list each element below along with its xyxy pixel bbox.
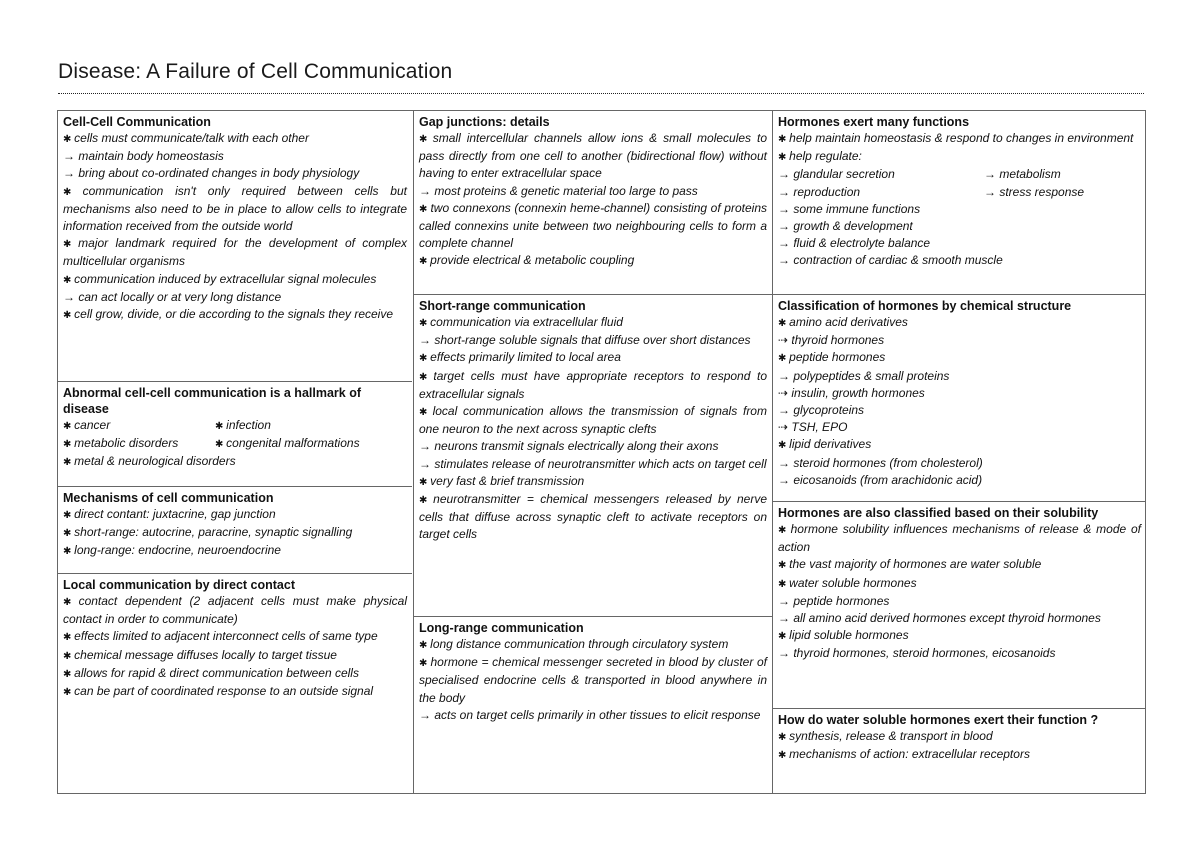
bullet-item: ✱ peptide hormones xyxy=(778,349,1141,367)
section-heading: Long-range communication xyxy=(419,621,584,635)
bullet-item: ✱ metabolic disorders xyxy=(63,435,215,453)
bullet-item: ✱ metal & neurological disorders xyxy=(63,453,407,471)
arrow-item: → can act locally or at very long distance xyxy=(63,289,407,306)
bullet-item: ✱ effects limited to adjacent interconnect cells of same type xyxy=(63,628,407,646)
section-long-range xyxy=(414,616,772,793)
arrow-item: → steroid hormones (from cholesterol) xyxy=(778,455,1141,472)
two-column-row xyxy=(778,184,1141,201)
arrow-item: → growth & development xyxy=(778,218,1141,235)
bullet-item: ✱ short-range: autocrine, paracrine, synaptic signalling xyxy=(63,524,407,542)
section-heading: Hormones are also classified based on their solubility xyxy=(778,506,1099,520)
dashed-arrow-item: ⇢ TSH, EPO xyxy=(778,419,1141,436)
section-heading: Hormones exert many functions xyxy=(778,115,970,129)
title-divider xyxy=(58,93,1144,94)
bullet-item: ✱ contact dependent (2 adjacent cells must make physical contact in order to communicate) xyxy=(63,593,407,628)
section-cell-cell-communication xyxy=(58,111,412,381)
section-hormone-solubility xyxy=(773,501,1146,708)
bullet-item: ✱ help maintain homeostasis & respond to changes in environment xyxy=(778,130,1141,148)
arrow-item: → some immune functions xyxy=(778,201,1141,218)
bullet-item: ✱ the vast majority of hormones are water soluble xyxy=(778,556,1141,574)
bullet-item: ✱ long distance communication through circulatory system xyxy=(419,636,767,654)
arrow-item: → metabolism xyxy=(984,166,1061,183)
arrow-item: → contraction of cardiac & smooth muscle xyxy=(778,252,1141,269)
bullet-item: ✱ neurotransmitter = chemical messengers released by nerve cells that diffuse across synaptic cleft to activate receptors on target cells xyxy=(419,491,767,544)
section-heading: Abnormal cell-cell communication is a hallmark of disease xyxy=(63,386,361,416)
arrow-item: → eicosanoids (from arachidonic acid) xyxy=(778,472,1141,489)
arrow-item: → maintain body homeostasis xyxy=(63,148,407,165)
section-heading: Classification of hormones by chemical structure xyxy=(778,299,1072,313)
section-hormone-classification xyxy=(773,294,1146,501)
section-heading: Short-range communication xyxy=(419,299,586,313)
bullet-item: ✱ can be part of coordinated response to an outside signal xyxy=(63,683,407,701)
bullet-item: ✱ target cells must have appropriate receptors to respond to extracellular signals xyxy=(419,368,767,403)
bullet-item: ✱ lipid derivatives xyxy=(778,436,1141,454)
bullet-item: ✱ very fast & brief transmission xyxy=(419,473,767,491)
section-abnormal-communication xyxy=(58,381,412,486)
section-short-range xyxy=(414,294,772,616)
arrow-item: → thyroid hormones, steroid hormones, eicosanoids xyxy=(778,645,1141,662)
arrow-item: → bring about co-ordinated changes in body physiology xyxy=(63,165,407,182)
bullet-item: ✱ allows for rapid & direct communication between cells xyxy=(63,665,407,683)
section-local-direct-contact xyxy=(58,573,412,793)
bullet-item: ✱ chemical message diffuses locally to target tissue xyxy=(63,647,407,665)
bullet-item: ✱ cells must communicate/talk with each other xyxy=(63,130,407,148)
page-title: Disease: A Failure of Cell Communication xyxy=(58,60,453,83)
dashed-arrow-item: ⇢ insulin, growth hormones xyxy=(778,385,1141,402)
bullet-item: ✱ provide electrical & metabolic coupling xyxy=(419,252,767,270)
section-gap-junctions xyxy=(414,111,772,294)
bullet-item: ✱ long-range: endocrine, neuroendocrine xyxy=(63,542,407,560)
bullet-item: ✱ lipid soluble hormones xyxy=(778,627,1141,645)
bullet-item: ✱ water soluble hormones xyxy=(778,575,1141,593)
two-column-row xyxy=(63,435,407,453)
bullet-item: ✱ communication induced by extracellular signal molecules xyxy=(63,271,407,289)
bullet-item: ✱ infection xyxy=(215,417,271,435)
two-column-row xyxy=(63,417,407,435)
bullet-item: ✱ congenital malformations xyxy=(215,435,360,453)
arrow-item: → glandular secretion xyxy=(778,166,984,183)
bullet-item: ✱ major landmark required for the development of complex multicellular organisms xyxy=(63,235,407,270)
bullet-item: ✱ communication isn't only required between cells but mechanisms also need to be in place to allow cells to integrate information received from the outside world xyxy=(63,183,407,236)
section-mechanisms xyxy=(58,486,412,573)
notes-grid xyxy=(57,110,1146,794)
bullet-item: ✱ hormone = chemical messenger secreted in blood by cluster of specialised endocrine cells & transported in blood anywhere in the body xyxy=(419,654,767,707)
section-heading: Local communication by direct contact xyxy=(63,578,295,592)
bullet-item: ✱ cell grow, divide, or die according to the signals they receive xyxy=(63,306,407,324)
arrow-item: → glycoproteins xyxy=(778,402,1141,419)
arrow-item: → acts on target cells primarily in other tissues to elicit response xyxy=(419,707,767,724)
section-hormone-functions xyxy=(773,111,1146,294)
bullet-item: ✱ effects primarily limited to local area xyxy=(419,349,767,367)
bullet-item: ✱ synthesis, release & transport in blood xyxy=(778,728,1141,746)
column-3 xyxy=(772,111,1146,793)
arrow-item: → peptide hormones xyxy=(778,593,1141,610)
arrow-item: → polypeptides & small proteins xyxy=(778,368,1141,385)
arrow-item: → neurons transmit signals electrically along their axons xyxy=(419,438,767,455)
section-heading: Cell-Cell Communication xyxy=(63,115,211,129)
bullet-item: ✱ cancer xyxy=(63,417,215,435)
column-2 xyxy=(413,111,772,793)
bullet-item: ✱ mechanisms of action: extracellular receptors xyxy=(778,746,1141,764)
bullet-item: ✱ direct contant: juxtacrine, gap junction xyxy=(63,506,407,524)
column-1 xyxy=(58,111,412,793)
bullet-item: ✱ help regulate: xyxy=(778,148,1141,166)
two-column-row xyxy=(778,166,1141,183)
arrow-item: → reproduction xyxy=(778,184,984,201)
arrow-item: → most proteins & genetic material too large to pass xyxy=(419,183,767,200)
arrow-item: → stimulates release of neurotransmitter which acts on target cell xyxy=(419,456,767,473)
arrow-item: → short-range soluble signals that diffuse over short distances xyxy=(419,332,767,349)
bullet-item: ✱ local communication allows the transmission of signals from one neuron to the next across synaptic clefts xyxy=(419,403,767,438)
bullet-item: ✱ amino acid derivatives xyxy=(778,314,1141,332)
arrow-item: → all amino acid derived hormones except thyroid hormones xyxy=(778,610,1141,627)
section-heading: How do water soluble hormones exert their function ? xyxy=(778,713,1099,727)
bullet-item: ✱ communication via extracellular fluid xyxy=(419,314,767,332)
bullet-item: ✱ small intercellular channels allow ions & small molecules to pass directly from one cell to another (bidirectional flow) without having to enter extracellular space xyxy=(419,130,767,183)
dashed-arrow-item: ⇢ thyroid hormones xyxy=(778,332,1141,349)
arrow-item: → fluid & electrolyte balance xyxy=(778,235,1141,252)
section-water-soluble-function xyxy=(773,708,1146,793)
arrow-item: → stress response xyxy=(984,184,1084,201)
bullet-item: ✱ two connexons (connexin heme-channel) consisting of proteins called connexins unite between two neighbouring cells to form a complete channel xyxy=(419,200,767,253)
bullet-item: ✱ hormone solubility influences mechanisms of release & mode of action xyxy=(778,521,1141,556)
section-heading: Mechanisms of cell communication xyxy=(63,491,274,505)
section-heading: Gap junctions: details xyxy=(419,115,550,129)
